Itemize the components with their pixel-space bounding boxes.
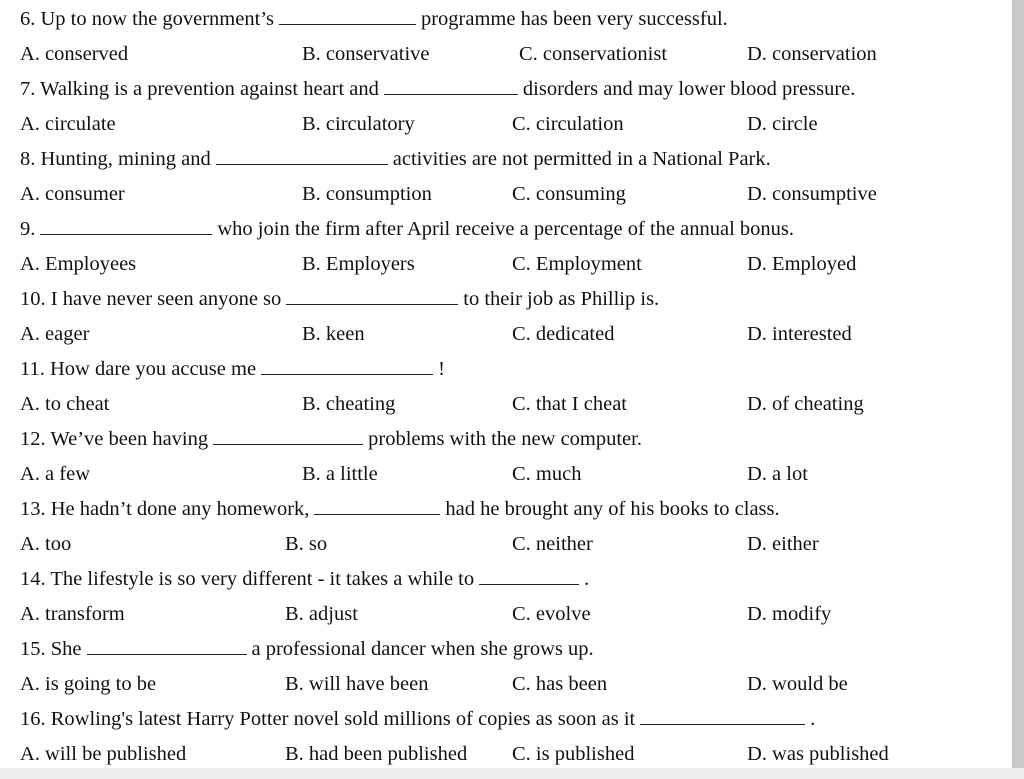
answer-blank[interactable] <box>384 75 518 95</box>
option-a[interactable]: A. too <box>20 533 72 555</box>
question-number: 7. <box>20 78 36 100</box>
option-b[interactable]: B. consumption <box>302 183 432 205</box>
option-c[interactable]: C. that I cheat <box>512 393 627 415</box>
option-c[interactable]: C. evolve <box>512 603 591 625</box>
option-c[interactable]: C. circulation <box>512 113 624 135</box>
answer-blank[interactable] <box>87 635 247 655</box>
option-a[interactable]: A. a few <box>20 463 91 485</box>
option-a[interactable]: A. consumer <box>20 183 125 205</box>
option-d[interactable]: D. interested <box>747 323 852 345</box>
question-text-before: Hunting, mining and <box>40 148 211 170</box>
answer-blank[interactable] <box>261 355 433 375</box>
question-text-after: . <box>810 708 816 730</box>
question-text-before: I have never seen anyone so <box>50 288 282 310</box>
option-a[interactable]: A. will be published <box>20 743 187 765</box>
option-c[interactable]: C. has been <box>512 673 608 695</box>
answer-blank[interactable] <box>279 5 416 25</box>
page-edge-bottom <box>0 768 1024 779</box>
answer-blank[interactable] <box>216 145 388 165</box>
question-number: 13. <box>20 498 46 520</box>
answer-blank[interactable] <box>213 425 363 445</box>
question-text-before: He hadn’t done any homework, <box>50 498 310 520</box>
question-text-after: problems with the new computer. <box>368 428 642 450</box>
question-text-after: who join the firm after April receive a percentage of the annual bonus. <box>217 218 794 240</box>
option-c[interactable]: C. much <box>512 463 582 485</box>
question-text-after: disorders and may lower blood pressure. <box>522 78 856 100</box>
question-stem <box>20 424 642 454</box>
question-stem <box>20 564 589 594</box>
option-d[interactable]: D. circle <box>747 113 818 135</box>
question-number: 8. <box>20 148 36 170</box>
option-a[interactable]: A. conserved <box>20 43 129 65</box>
question-stem <box>20 144 771 174</box>
question-text-after: ! <box>438 358 445 380</box>
question-text-before: Up to now the government’s <box>40 8 274 30</box>
question-number: 12. <box>20 428 46 450</box>
question-text-before: She <box>50 638 82 660</box>
question-stem <box>20 494 780 524</box>
question-text-after: . <box>584 568 590 590</box>
answer-blank[interactable] <box>286 285 458 305</box>
option-c[interactable]: C. conservationist <box>519 43 668 65</box>
option-b[interactable]: B. so <box>285 533 328 555</box>
question-text-after: to their job as Phillip is. <box>463 288 660 310</box>
option-a[interactable]: A. to cheat <box>20 393 110 415</box>
option-c[interactable]: C. consuming <box>512 183 626 205</box>
option-d[interactable]: D. was published <box>747 743 889 765</box>
option-d[interactable]: D. conservation <box>747 43 877 65</box>
option-c[interactable]: C. dedicated <box>512 323 615 345</box>
question-stem <box>20 74 855 104</box>
question-text-before: Rowling's latest Harry Potter novel sold millions of copies as soon as it <box>50 708 636 730</box>
question-number: 10. <box>20 288 46 310</box>
question-text-after: activities are not permitted in a National Park. <box>392 148 771 170</box>
question-text-before: The lifestyle is so very different - it takes a while to <box>50 568 475 590</box>
option-a[interactable]: A. transform <box>20 603 125 625</box>
answer-blank[interactable] <box>40 215 212 235</box>
option-b[interactable]: B. Employers <box>302 253 415 275</box>
option-b[interactable]: B. a little <box>302 463 378 485</box>
question-stem <box>20 214 794 244</box>
option-d[interactable]: D. of cheating <box>747 393 864 415</box>
page-edge-right <box>1012 0 1024 779</box>
question-text-before: We’ve been having <box>50 428 209 450</box>
question-stem <box>20 634 594 664</box>
question-number: 6. <box>20 8 36 30</box>
question-text-before: How dare you accuse me <box>50 358 257 380</box>
answer-blank[interactable] <box>314 495 440 515</box>
option-b[interactable]: B. conservative <box>302 43 430 65</box>
option-c[interactable]: C. is published <box>512 743 635 765</box>
option-a[interactable]: A. Employees <box>20 253 137 275</box>
question-text-after: had he brought any of his books to class. <box>445 498 780 520</box>
option-d[interactable]: D. a lot <box>747 463 808 485</box>
option-d[interactable]: D. consumptive <box>747 183 877 205</box>
option-b[interactable]: B. circulatory <box>302 113 415 135</box>
question-stem <box>20 284 659 314</box>
option-b[interactable]: B. cheating <box>302 393 396 415</box>
option-b[interactable]: B. adjust <box>285 603 358 625</box>
question-text-before: Walking is a prevention against heart and <box>40 78 379 100</box>
question-text-after: programme has been very successful. <box>420 8 728 30</box>
question-number: 16. <box>20 708 46 730</box>
question-stem <box>20 4 728 34</box>
question-stem <box>20 354 445 384</box>
question-number: 15. <box>20 638 46 660</box>
question-number: 9. <box>20 218 36 240</box>
option-d[interactable]: D. either <box>747 533 819 555</box>
answer-blank[interactable] <box>640 705 805 725</box>
option-d[interactable]: D. Employed <box>747 253 857 275</box>
option-b[interactable]: B. keen <box>302 323 365 345</box>
answer-blank[interactable] <box>479 565 579 585</box>
option-a[interactable]: A. circulate <box>20 113 116 135</box>
option-a[interactable]: A. eager <box>20 323 90 345</box>
question-text-after: a professional dancer when she grows up. <box>251 638 594 660</box>
question-number: 11. <box>20 358 45 380</box>
option-c[interactable]: C. neither <box>512 533 593 555</box>
question-stem <box>20 704 815 734</box>
option-c[interactable]: C. Employment <box>512 253 642 275</box>
option-b[interactable]: B. will have been <box>285 673 429 695</box>
option-b[interactable]: B. had been published <box>285 743 468 765</box>
option-d[interactable]: D. modify <box>747 603 832 625</box>
option-a[interactable]: A. is going to be <box>20 673 157 695</box>
option-d[interactable]: D. would be <box>747 673 848 695</box>
question-number: 14. <box>20 568 46 590</box>
